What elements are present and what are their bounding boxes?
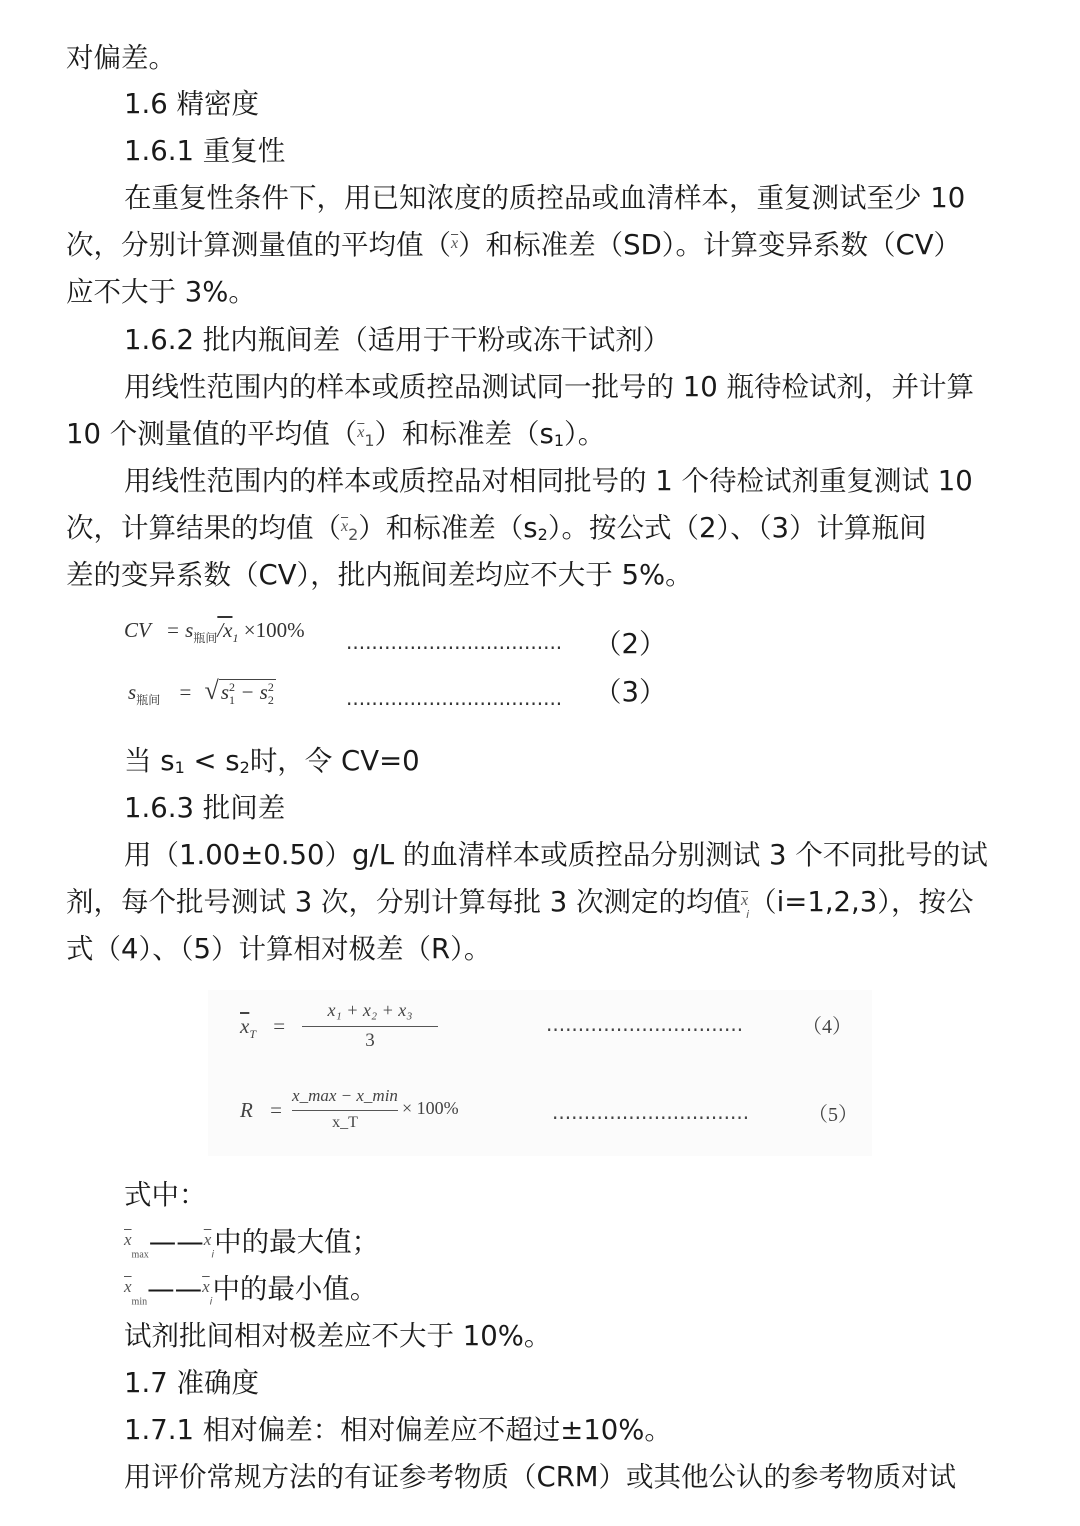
text-fragment: 次，分别计算测量值的平均值（ xyxy=(66,229,451,261)
subscript: 1 xyxy=(553,431,565,450)
formula-text: s xyxy=(220,680,230,704)
formula-4-numerator: x₁ + x₂ + x₃ xyxy=(327,1000,413,1020)
text-line: 用线性范围内的样本或质控品测试同一批号的 10 瓶待检试剂，并计算 xyxy=(124,371,974,403)
text-fragment: ）。 xyxy=(564,418,606,450)
text-line xyxy=(66,414,1026,461)
formula-subscript: T xyxy=(249,1027,257,1042)
formula-2 xyxy=(124,618,305,646)
xbar-symbol: x xyxy=(357,424,365,441)
text-fragment: —— xyxy=(147,1273,203,1305)
section-heading-1-7-1: 1.7.1 相对偏差：相对偏差应不超过±10%。 xyxy=(124,1414,672,1446)
formula-text: = xyxy=(270,1098,282,1122)
text-line xyxy=(124,1222,1080,1276)
text-fragment: ）和标准差（s xyxy=(358,512,538,544)
subscript: 1 xyxy=(174,758,185,777)
text-line: 对偏差。 xyxy=(66,42,176,74)
text-fragment: ）和标准差（s xyxy=(374,418,554,450)
text-fragment: < s xyxy=(184,745,240,777)
text-fragment: ）。按公式（2）、（3）计算瓶间 xyxy=(547,512,927,544)
subscript: i xyxy=(209,1296,213,1308)
text-fragment: 次，计算结果的均值（ xyxy=(66,512,341,544)
formula-text: $\overline{x}$ xyxy=(240,1014,250,1038)
formula-4-denominator: 3 xyxy=(365,1030,375,1051)
xbar-symbol: x xyxy=(451,235,459,252)
subscript: min xyxy=(131,1296,148,1308)
formula-text: R xyxy=(240,1098,253,1122)
formula-subscript: 1 xyxy=(229,693,236,708)
text-line xyxy=(66,508,1026,555)
subscript: 1 xyxy=(364,431,375,450)
formula-subscript: 2 xyxy=(267,693,274,708)
text-fragment: —— xyxy=(148,1226,204,1258)
fraction-bar xyxy=(302,1026,438,1027)
formula-5-leader: ............................... xyxy=(552,1100,750,1124)
section-heading-1-6: 1.6 精密度 xyxy=(124,88,259,120)
text-line: 在重复性条件下，用已知浓度的质控品或血清样本，重复测试至少 10 xyxy=(124,182,966,214)
formula-text: = s xyxy=(165,618,194,642)
xbar-symbol: x xyxy=(740,892,749,909)
formula-text: = xyxy=(273,1014,286,1038)
section-heading-1-6-3: 1.6.3 批间差 xyxy=(124,792,286,824)
subscript: 2 xyxy=(537,525,548,544)
text-line: 用评价常规方法的有证参考物质（CRM）或其他公认的参考物质对试 xyxy=(124,1461,957,1493)
text-fragment: ）和标准差（SD）。计算变异系数（CV） xyxy=(458,229,962,261)
formula-5-numerator: x_max − x_min xyxy=(292,1086,398,1105)
formula-subscript: 1 xyxy=(232,631,239,646)
xbar-symbol: x xyxy=(124,1277,132,1296)
formula-4-number: （4） xyxy=(802,1016,852,1038)
formula-2-leader: .................................. xyxy=(346,630,563,654)
formula-text: CV xyxy=(124,618,151,642)
formula-3-number: （3） xyxy=(594,676,667,708)
text-line: 用（1.00±0.50）g/L 的血清样本或质控品分别测试 3 个不同批号的试 xyxy=(124,839,988,871)
text-fragment: 10 个测量值的平均值（ xyxy=(66,418,358,450)
formula-superscript: 2 xyxy=(229,680,236,694)
text-fragment: （i=1,2,3），按公 xyxy=(749,886,974,918)
text-line: 差的变异系数（CV），批内瓶间差均应不大于 5%。 xyxy=(66,559,693,591)
section-heading-1-7: 1.7 准确度 xyxy=(124,1367,259,1399)
formula-text: − s xyxy=(240,680,268,704)
text-fragment: 时，令 CV=0 xyxy=(249,745,420,777)
fraction-bar xyxy=(292,1110,398,1111)
text-line xyxy=(124,1269,1080,1323)
text-line xyxy=(124,741,1080,788)
formula-text: /x xyxy=(217,618,233,642)
subscript: max xyxy=(131,1249,149,1261)
text-line xyxy=(66,225,1026,270)
formula-text: s xyxy=(128,680,137,704)
formula-5-tail: × 100% xyxy=(402,1098,459,1118)
xbar-symbol: x xyxy=(341,518,349,535)
formula-superscript: 2 xyxy=(267,680,274,694)
text-fragment: 当 s xyxy=(124,745,175,777)
text-line xyxy=(66,882,1026,935)
text-fragment: 中的最大值； xyxy=(214,1226,380,1258)
formula-subscript: 瓶间 xyxy=(193,631,218,646)
section-heading-1-6-1: 1.6.1 重复性 xyxy=(124,135,286,167)
formula-image xyxy=(208,990,872,1156)
formula-4-leader: ............................... xyxy=(546,1012,744,1036)
formula-4-lhs xyxy=(240,1014,285,1042)
text-line: 应不大于 3%。 xyxy=(66,276,256,308)
formula-2-number: （2） xyxy=(594,628,667,660)
formula-text: ×100% xyxy=(238,618,305,642)
text-line: 式中： xyxy=(124,1179,207,1211)
formula-3 xyxy=(128,676,276,708)
section-heading-1-6-2: 1.6.2 批内瓶间差（适用于干粉或冻干试剂） xyxy=(124,324,671,356)
text-line: 式（4）、（5）计算相对极差（R）。 xyxy=(66,933,492,965)
formula-3-leader: .................................. xyxy=(346,686,563,710)
xbar-symbol: x xyxy=(124,1230,132,1249)
xbar-symbol: x xyxy=(202,1277,210,1296)
subscript: i xyxy=(211,1249,215,1261)
subscript: 2 xyxy=(348,525,359,544)
subscript: i xyxy=(746,907,750,921)
formula-5-lhs xyxy=(240,1098,282,1123)
formula-5-denominator: x_T xyxy=(332,1114,358,1131)
formula-subscript: 瓶间 xyxy=(136,693,161,708)
text-fragment: 剂，每个批号测试 3 次，分别计算每批 3 次测定的均值 xyxy=(66,886,741,918)
text-fragment: 中的最小值。 xyxy=(212,1273,378,1305)
text-line: 试剂批间相对极差应不大于 10%。 xyxy=(124,1320,552,1352)
formula-text: = xyxy=(179,680,192,704)
text-line: 用线性范围内的样本或质控品对相同批号的 1 个待检试剂重复测试 10 xyxy=(124,465,973,497)
formula-5-number: （5） xyxy=(808,1104,858,1126)
xbar-symbol: x xyxy=(203,1230,212,1249)
sqrt-icon: √ xyxy=(204,676,219,705)
subscript: 2 xyxy=(239,758,250,777)
